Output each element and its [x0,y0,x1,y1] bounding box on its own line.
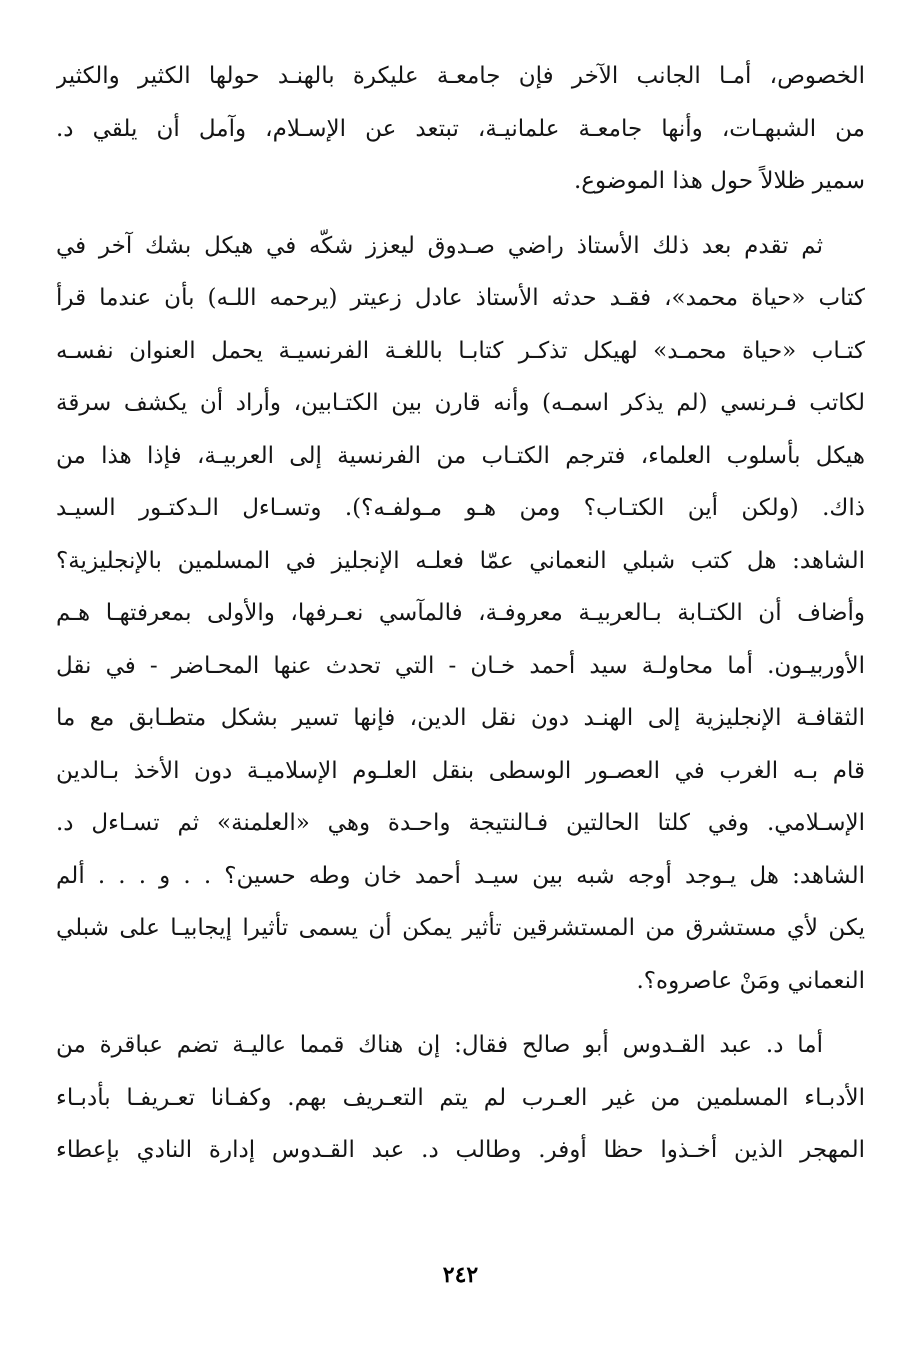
text-line: المهجر الذين أخـذوا حظا أوفر. وطالب د. عبد القـدوس إدارة النادي بإعطاء [56,1137,865,1163]
text-line: قام بـه الغرب في العصـور الوسطى بنقل العلـوم الإسلاميـة دون الأخذ بـالدين [56,757,865,784]
page-number: ٢٤٢ [442,1262,479,1288]
text-line: الشاهد: هل كتب شبلي النعماني عمّا فعلـه الإنجليز في المسلمين بالإنجليزية؟ [56,547,865,574]
text-line: يكن لأي مستشرق من المستشرقين تأثير يمكن أن يسمى تأثيرا إيجابيـا على شبلي [56,915,865,941]
text-line: كتـاب «حياة محمـد» لهيكل تذكـر كتابـا باللغـة الفرنسيـة يحمل العنوان نفسـه [56,337,865,364]
text-line: الشاهد: هل يـوجد أوجه شبه بين سيـد أحمد خان وطه حسين؟ . . و . . . ألم [56,862,865,889]
text-line: وأضاف أن الكتـابة بـالعربيـة معروفـة، فالمآسي نعـرفها، والأولى بمعرفتهـا هـم [56,600,865,626]
paragraph-2 [56,220,865,1008]
text-line: لكاتب فـرنسي (لم يذكر اسمـه) وأنه قارن بين الكتـابين، وأراد أن يكشف سرقة [56,390,865,416]
paragraph-1 [56,50,865,208]
text-line: أما د. عبد القـدوس أبو صالح فقال: إن هناك قمما عاليـة تضم عباقرة من [56,1032,823,1058]
body-text [56,50,865,1177]
text-line: الأوربيـون. أما محاولـة سيد أحمد خـان - التي تحدث عنها المحـاضر - في نقل [56,652,865,679]
text-line: هيكل بأسلوب العلماء، فترجم الكتـاب من الفرنسية إلى العربيـة، فإذا هذا من [56,442,865,469]
text-line: الإسـلامي. وفي كلتا الحالتين فـالنتيجة واحـدة وهي «العلمنة» ثم تسـاءل د. [56,810,865,836]
text-line: النعماني ومَنْ عاصروه؟. [636,967,865,994]
text-line: الثقافـة الإنجليزية إلى الهنـد دون نقل الدين، فإنها تسير بشكل متطـابق مع ما [56,705,865,731]
text-line: الخصوص، أمـا الجانب الآخر فإن جامعـة عليكرة بالهنـد حولها الكثير والكثير [56,63,865,89]
text-line: من الشبهـات، وأنها جامعـة علمانيـة، تبتعد عن الإسـلام، وآمل أن يلقي د. [56,115,865,142]
text-line: كتاب «حياة محمد»، فقـد حدثه الأستاذ عادل زعيتر (يرحمه اللـه) بأن عندما قرأ [56,285,865,311]
text-line: ذاك. (ولكن أين الكتـاب؟ ومن هـو مـولفـه؟). وتسـاءل الـدكتـور السيـد [56,495,865,521]
text-line: الأدبـاء المسلمين من غير العـرب لم يتم التعـريف بهم. وكفـانا تعـريفـا بأدبـاء [56,1084,865,1111]
text-line: سمير ظلالاً حول هذا الموضوع. [573,168,865,194]
paragraph-3 [56,1019,865,1177]
text-line: ثم تقدم بعد ذلك الأستاذ راضي صـدوق ليعزز شكّه في هيكل بشك آخر في [56,232,823,259]
